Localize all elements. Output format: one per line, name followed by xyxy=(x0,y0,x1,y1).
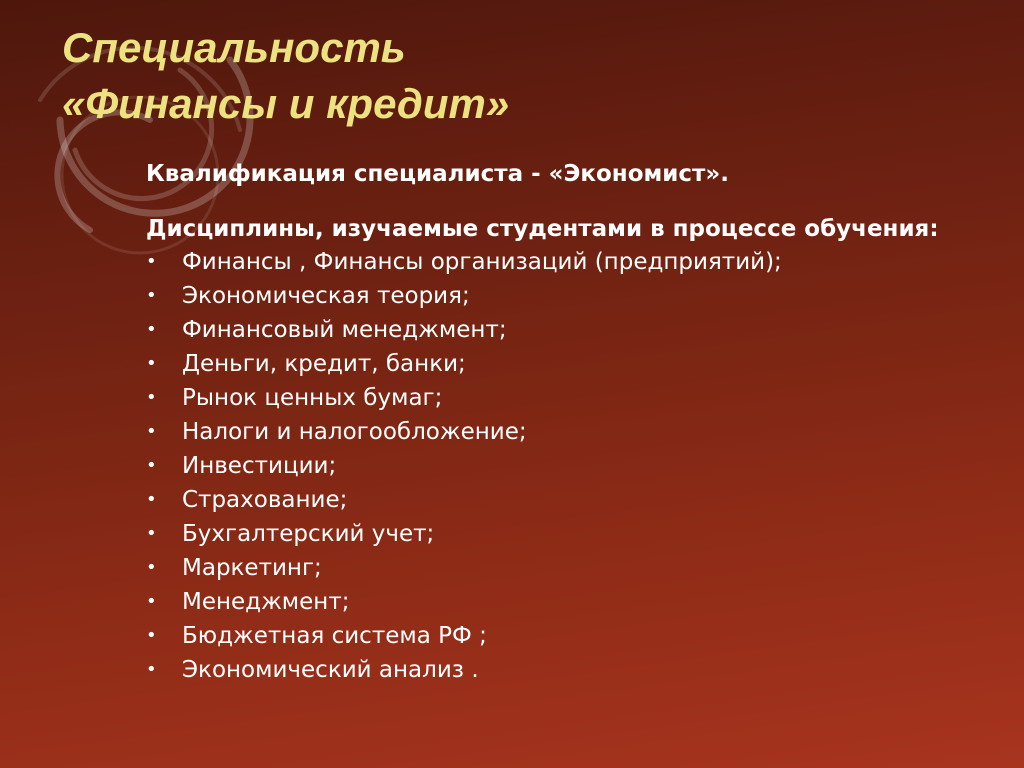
list-item xyxy=(146,653,1006,687)
bullet-icon: • xyxy=(146,591,157,612)
bullet-icon: • xyxy=(146,285,157,306)
title-line-1: Специальность xyxy=(62,24,406,71)
list-item-text: Налоги и налогообложение; xyxy=(182,419,527,445)
list-item-text: Бюджетная система РФ ; xyxy=(182,623,487,649)
list-item xyxy=(146,551,1006,585)
bullet-icon: • xyxy=(146,353,157,374)
list-item xyxy=(146,245,1006,279)
list-item xyxy=(146,313,1006,347)
list-item xyxy=(146,381,1006,415)
qualification-text: Квалификация специалиста - «Экономист». xyxy=(146,161,729,187)
list-item-text: Рынок ценных бумаг; xyxy=(182,385,443,411)
list-item-text: Экономический анализ . xyxy=(182,657,479,683)
list-item xyxy=(146,279,1006,313)
bullet-icon: • xyxy=(146,659,157,680)
list-item-text: Маркетинг; xyxy=(182,555,322,581)
list-item xyxy=(146,517,1006,551)
list-item xyxy=(146,585,1006,619)
list-item-text: Менеджмент; xyxy=(182,589,350,615)
bullet-icon: • xyxy=(146,387,157,408)
list-item xyxy=(146,449,1006,483)
bullet-icon: • xyxy=(146,421,157,442)
bullet-icon: • xyxy=(146,523,157,544)
disciplines-heading: Дисциплины, изучаемые студентами в процессе обучения: xyxy=(146,216,939,242)
list-item-text: Страхование; xyxy=(182,487,348,513)
bullet-icon: • xyxy=(146,319,157,340)
list-item-text: Деньги, кредит, банки; xyxy=(182,351,466,377)
slide-body xyxy=(146,156,1006,687)
title-line-2: «Финансы и кредит» xyxy=(62,80,510,127)
list-item xyxy=(146,347,1006,381)
bullet-icon: • xyxy=(146,251,157,272)
bullet-icon: • xyxy=(146,625,157,646)
list-item-text: Финансы , Финансы организаций (предприятий); xyxy=(182,249,782,275)
list-item xyxy=(146,483,1006,517)
bullet-icon: • xyxy=(146,557,157,578)
list-item-text: Экономическая теория; xyxy=(182,283,470,309)
list-item-text: Бухгалтерский учет; xyxy=(182,521,435,547)
bullet-icon: • xyxy=(146,489,157,510)
discipline-list xyxy=(146,245,1006,687)
list-item-text: Инвестиции; xyxy=(182,453,337,479)
list-item-text: Финансовый менеджмент; xyxy=(182,317,507,343)
bullet-icon: • xyxy=(146,455,157,476)
slide-title xyxy=(62,20,509,132)
list-item xyxy=(146,415,1006,449)
list-item xyxy=(146,619,1006,653)
